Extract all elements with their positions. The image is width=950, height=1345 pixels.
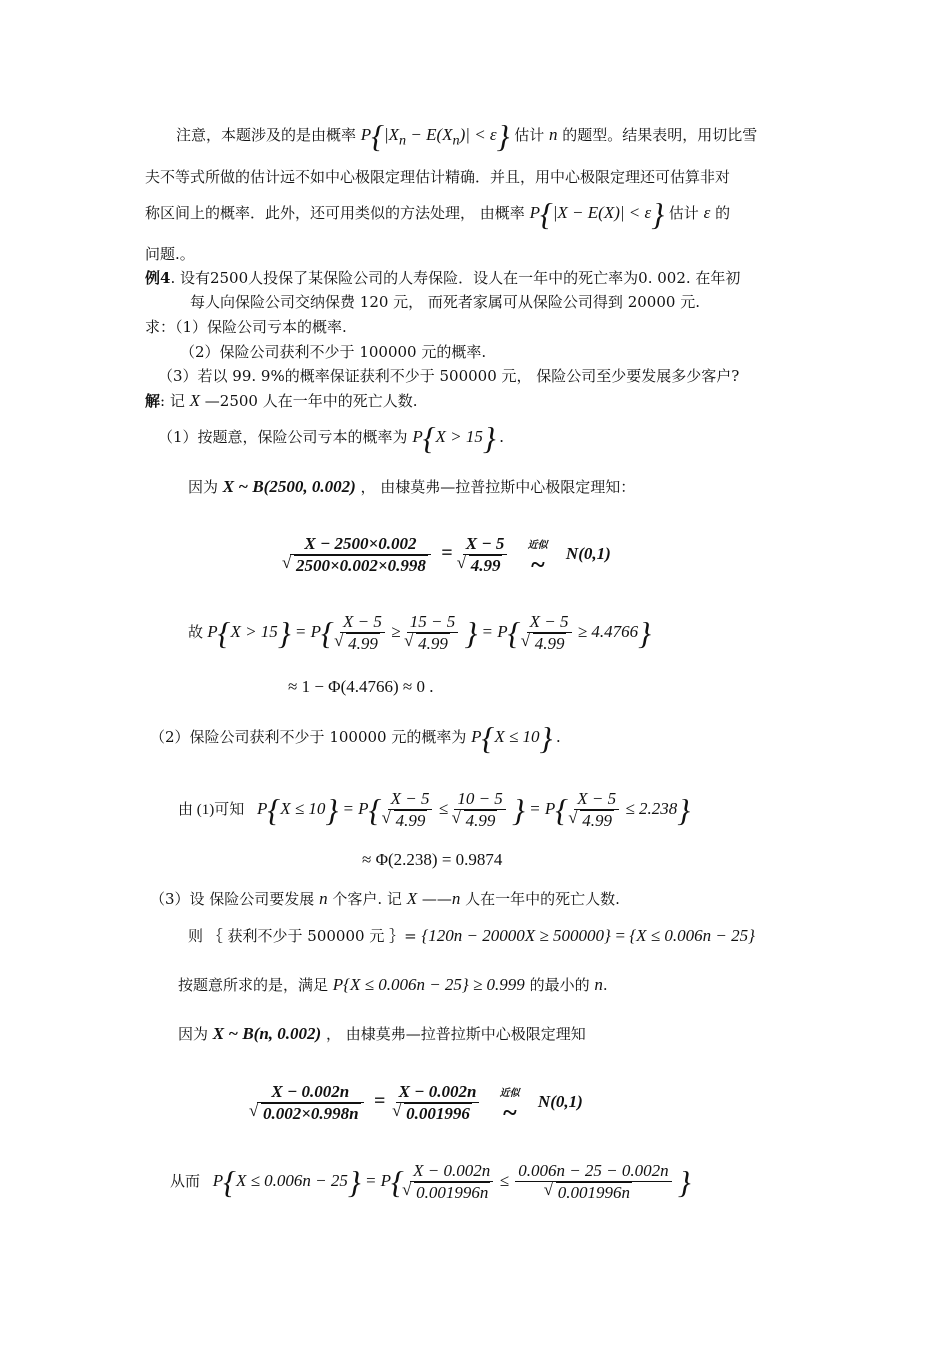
math-requirement: P{X ≤ 0.006n − 25} ≥ 0.999 bbox=[332, 975, 525, 994]
math-p-x-le-10: P{X ≤ 10} . bbox=[471, 720, 561, 757]
numerator: 10 − 5 bbox=[454, 789, 505, 810]
text: . 设有2500人投保了某保险公司的人寿保险．设人在一年中的死亡率为0. 002. 在年初 bbox=[170, 269, 741, 287]
example-label: 例4 bbox=[145, 269, 171, 287]
solution-label: 解 bbox=[145, 392, 161, 410]
math-n: n bbox=[451, 889, 461, 908]
text: 人在一年中的死亡人数. bbox=[465, 890, 620, 908]
question-1: 求：（1）保险公司亏本的概率. bbox=[145, 318, 347, 336]
denominator: √ 2500×0.002×0.998 bbox=[294, 555, 428, 576]
text: （3）设 保险公司要发展 bbox=[150, 890, 315, 908]
approx-label: 近似 bbox=[499, 1088, 520, 1099]
part1-result: ≈ 1 − Φ(4.4766) ≈ 0 . bbox=[288, 677, 434, 696]
fraction: X − 5 √ 4.99 bbox=[527, 612, 572, 654]
math-prob-xn: $P\{|X_n - E(X_n)| < \varepsilon\}$ bbox=[360, 118, 510, 155]
math-set-1: {120n − 20000X ≥ 500000} bbox=[421, 926, 611, 945]
example-4-line-2: 每人向保险公司交纳保费 120 元， 而死者家属可从保险公司得到 20000 元. bbox=[190, 293, 700, 311]
normal-dist: N(0,1) bbox=[565, 543, 611, 563]
fraction bbox=[257, 1082, 364, 1124]
part1-clt-formula: X − 2500×0.002 √ 2500×0.002×0.998 = X − 5 √ 4.99 近似 ~ N(0,1) bbox=[288, 534, 611, 576]
math-binomial: X ~ B(2500, 0.002) bbox=[222, 477, 356, 496]
text: ， 由棣莫弗—拉普拉斯中心极限定理知 bbox=[325, 1025, 586, 1043]
text: 故 bbox=[188, 624, 204, 641]
math-x: X bbox=[406, 889, 418, 908]
text: 估计 bbox=[514, 126, 545, 144]
example-4-header bbox=[145, 268, 740, 288]
text: 称区间上的概率．此外，还可用类似的方法处理， 由概率 bbox=[145, 204, 525, 222]
denominator: √ 4.99 bbox=[469, 555, 503, 576]
part3-because bbox=[178, 1024, 586, 1044]
text: ， 由棣莫弗—拉普拉斯中心极限定理知： bbox=[360, 478, 636, 496]
question-2: （2）保险公司获利不少于 100000 元的概率. bbox=[180, 343, 487, 361]
math-p-x-gt-15: P{X > 15} . bbox=[412, 420, 505, 457]
denominator: √ 0.002×0.998n bbox=[261, 1103, 361, 1124]
para-line-4: 问题.。 bbox=[145, 245, 195, 263]
math-binomial: X ~ B(n, 0.002) bbox=[212, 1024, 322, 1043]
text: : 记 bbox=[160, 392, 185, 410]
math-n: n bbox=[319, 889, 328, 908]
text: —— bbox=[421, 890, 452, 908]
part3-clt-formula: X − 0.002n √ 0.002×0.998n = X − 0.002n √ 0.001996 近似 ~ N(0,1) bbox=[255, 1082, 583, 1124]
fraction: X − 0.002n √ 0.001996n bbox=[410, 1161, 493, 1203]
text: 的 bbox=[715, 204, 731, 222]
fraction: 10 − 5 √ 4.99 bbox=[454, 789, 505, 831]
fraction bbox=[396, 1082, 480, 1124]
denominator: √ 0.001996 bbox=[404, 1103, 472, 1124]
question-3: （3）若以 99. 9%的概率保证获利不少于 500000 元， 保险公司至少要发展多少客户? bbox=[158, 367, 740, 385]
fraction bbox=[515, 1161, 671, 1203]
text: 因为 bbox=[178, 1025, 209, 1043]
text: 因为 bbox=[188, 478, 219, 496]
text: —2500 人在一年中的死亡人数. bbox=[204, 392, 418, 410]
math-n: n bbox=[594, 975, 603, 994]
text: 按题意所求的是，满足 bbox=[178, 976, 329, 994]
approx-sign: 近似 ~ bbox=[528, 536, 548, 574]
text: （2）保险公司获利不少于 100000 元的概率为 bbox=[150, 728, 467, 746]
approx-label: 近似 bbox=[527, 540, 548, 551]
value: 2.238 bbox=[638, 798, 678, 818]
part1-because bbox=[188, 477, 635, 497]
fraction: X − 5 √ 4.99 bbox=[388, 789, 433, 831]
part1-intro bbox=[158, 420, 505, 457]
approx-sign: 近似 ~ bbox=[500, 1084, 520, 1122]
numerator: 15 − 5 bbox=[407, 612, 458, 633]
math-n: n bbox=[549, 125, 558, 144]
math-eps: ε bbox=[703, 203, 711, 222]
numerator: 0.006n − 25 − 0.002n bbox=[515, 1161, 671, 1182]
fraction: X − 5 √ 4.99 bbox=[340, 612, 385, 654]
value: 4.4766 bbox=[591, 621, 639, 641]
text: 由 (1)可知 bbox=[178, 801, 245, 818]
text: 的题型。结果表明，用切比雪 bbox=[562, 126, 758, 144]
math-x: X bbox=[189, 391, 201, 410]
part3-hence: 从而 P{X ≤ 0.006n − 25} = P{ X − 0.002n √ 0.001996n ≤ 0.006n − 25 − 0.002n √ 0.001996n } bbox=[170, 1161, 691, 1203]
para-line-1 bbox=[176, 118, 758, 155]
text: 个客户. 记 bbox=[332, 890, 402, 908]
text: （1）按题意，保险公司亏本的概率为 bbox=[158, 428, 408, 446]
text: 注意，本题涉及的是由概率 bbox=[176, 126, 357, 144]
part2-result: ≈ Φ(2.238) = 0.9874 bbox=[362, 850, 503, 869]
fraction bbox=[463, 534, 508, 576]
part3-requirement: 按题意所求的是，满足 P{X ≤ 0.006n − 25} ≥ 0.999 的最小的 n. bbox=[178, 975, 608, 994]
denominator: √ 0.001996n bbox=[556, 1182, 632, 1203]
text: 则 ｛ 获利不少于 500000 元 ｝= bbox=[188, 927, 417, 945]
part2-intro bbox=[150, 720, 561, 757]
para-line-2: 夫不等式所做的估计远不如中心极限定理估计精确．并且，用中心极限定理还可估算非对 bbox=[145, 168, 731, 186]
fraction: 15 − 5 √ 4.99 bbox=[407, 612, 458, 654]
part3-intro bbox=[150, 889, 620, 909]
part2-derivation: 由 (1)可知 P{X ≤ 10} = P{ X − 5 √ 4.99 ≤ 10 − 5 √ 4.99 } = P{ X − 5 √ 4.99 ≤ 2.238} bbox=[178, 789, 690, 831]
text: 估计 bbox=[668, 204, 699, 222]
numerator: X − 0.002n bbox=[257, 1082, 364, 1103]
math-set-2: {X ≤ 0.006n − 25} bbox=[629, 926, 755, 945]
solution-line bbox=[145, 391, 418, 411]
math-prob-x: P{|X − E(X)| < ε} bbox=[529, 196, 665, 233]
part1-therefore: 故 P{X > 15} = P{ X − 5 √ 4.99 ≥ 15 − 5 √ 4.99 } = P{ X − 5 √ 4.99 ≥ 4.4766} bbox=[188, 612, 651, 654]
text: 的最小的 bbox=[529, 976, 590, 994]
fraction bbox=[290, 534, 431, 576]
numerator: X − 0.002n bbox=[396, 1082, 480, 1103]
normal-dist: N(0,1) bbox=[537, 1091, 583, 1111]
part3-then: 则 ｛ 获利不少于 500000 元 ｝= {120n − 20000X ≥ 500000} = {X ≤ 0.006n − 25} bbox=[188, 926, 755, 945]
fraction: X − 5 √ 4.99 bbox=[574, 789, 619, 831]
text: 从而 bbox=[170, 1173, 201, 1190]
para-line-3 bbox=[145, 196, 731, 233]
denominator: √ 0.001996n bbox=[414, 1182, 490, 1203]
numerator: X − 2500×0.002 bbox=[290, 534, 431, 555]
numerator: X − 5 bbox=[463, 534, 508, 555]
